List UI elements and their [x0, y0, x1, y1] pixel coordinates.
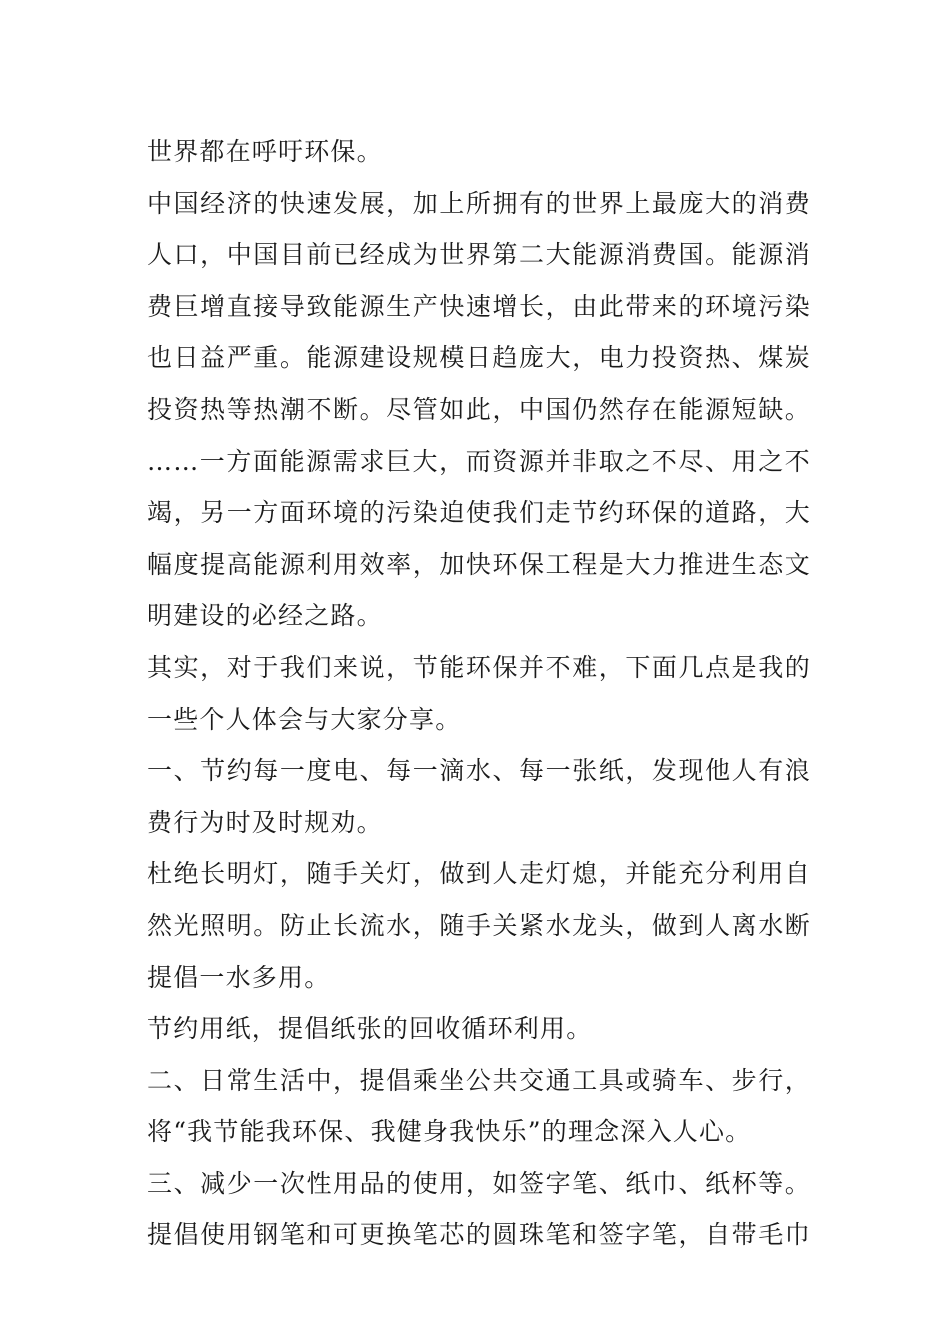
text-line: 二、日常生活中，提倡乘坐公共交通工具或骑车、步行，	[147, 1065, 811, 1095]
text-line: 三、减少一次性用品的使用，如签字笔、纸巾、纸杯等。	[147, 1168, 811, 1198]
text-line: 费巨增直接导致能源生产快速增长，由此带来的环境污染	[147, 291, 811, 321]
text-line: 世界都在呼吁环保。	[147, 137, 383, 166]
text-line: 中国经济的快速发展，加上所拥有的世界上最庞大的消费	[147, 188, 811, 218]
text-line: 杜绝长明灯，随手关灯，做到人走灯熄，并能充分利用自	[147, 859, 811, 889]
text-line: 费行为时及时规劝。	[147, 807, 383, 837]
text-line: 提倡一水多用。	[147, 962, 331, 992]
text-line: 竭，另一方面环境的污染迫使我们走节约环保的道路，大	[147, 498, 811, 528]
text-line: 节约用纸，提倡纸张的回收循环利用。	[147, 1014, 593, 1044]
text-line: ……一方面能源需求巨大，而资源并非取之不尽、用之不	[147, 446, 811, 476]
text-line: 然光照明。防止长流水，随手关紧水龙头，做到人离水断	[147, 910, 811, 940]
text-line: 提倡使用钢笔和可更换笔芯的圆珠笔和签字笔，自带毛巾	[147, 1220, 811, 1250]
text-line: 一、节约每一度电、每一滴水、每一张纸，发现他人有浪	[147, 756, 811, 786]
text-line: 明建设的必经之路。	[147, 601, 383, 631]
text-line: 其实，对于我们来说，节能环保并不难，下面几点是我的	[147, 652, 811, 682]
text-line: 人口，中国目前已经成为世界第二大能源消费国。能源消	[147, 240, 811, 270]
text-line: 幅度提高能源利用效率，加快环保工程是大力推进生态文	[147, 549, 811, 579]
text-line: 也日益严重。能源建设规模日趋庞大，电力投资热、煤炭	[147, 343, 811, 373]
text-line: 一些个人体会与大家分享。	[147, 704, 462, 734]
text-line: 将“我节能我环保、我健身我快乐”的理念深入人心。	[147, 1117, 752, 1147]
text-line: 投资热等热潮不断。尽管如此，中国仍然存在能源短缺。	[147, 394, 811, 424]
document-body	[147, 126, 811, 1261]
